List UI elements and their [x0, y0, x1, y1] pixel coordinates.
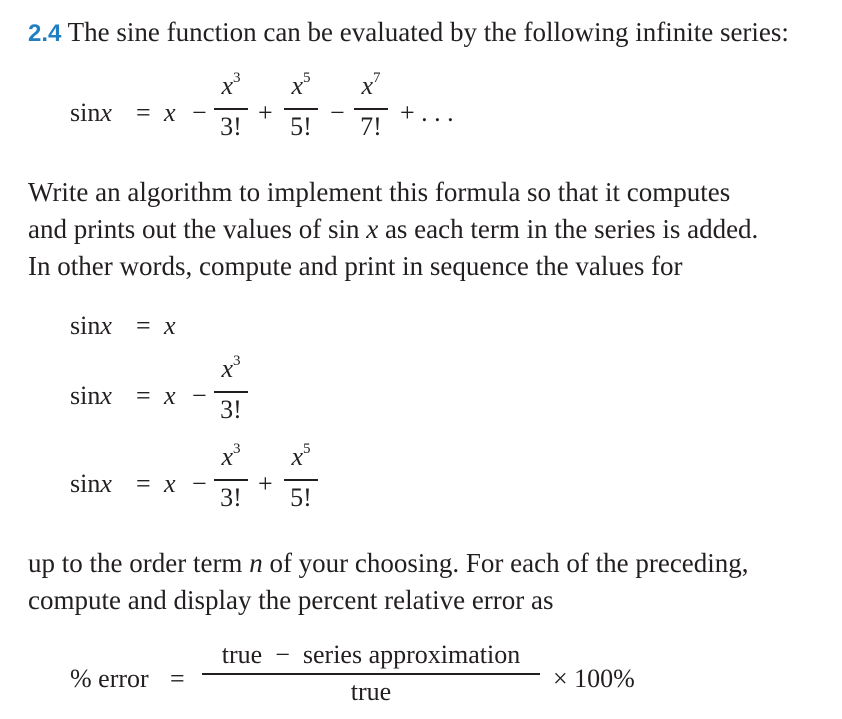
problem-heading-text: The sine function can be evaluated by the following infinite series:	[67, 17, 789, 47]
error-equals: =	[170, 664, 185, 693]
eq-ellipsis: + . . .	[400, 98, 454, 127]
eq-x: x	[164, 98, 176, 127]
eq-plus: +	[258, 98, 273, 127]
problem-number: 2.4	[28, 20, 62, 47]
eq-minus: −	[192, 98, 207, 127]
error-fraction: true − series approximation true	[202, 641, 540, 706]
term-x3-over-3: $x^3$ 3!	[214, 72, 248, 141]
paragraph-1-line-3: In other words, compute and print in sequence the values for	[28, 251, 683, 281]
error-lhs: % error	[70, 664, 149, 693]
term-x7-over-7: $x^7$ 7!	[354, 72, 388, 141]
paragraph-2-line-1: up to the order term n of your choosing. For each of the preceding,	[28, 548, 749, 578]
paragraph-1-line-2: and prints out the values of sin x as each term in the series is added.	[28, 214, 759, 244]
paragraph-2-line-2: compute and display the percent relative error as	[28, 585, 554, 615]
term-x5-over-5: $x^5$ 5!	[284, 72, 318, 141]
problem-heading	[28, 14, 789, 52]
eq-lhs: sinx	[70, 98, 112, 127]
error-times-100: × 100%	[553, 664, 635, 693]
paragraph-1-line-1: Write an algorithm to implement this formula so that it computes	[28, 177, 731, 207]
eq-minus-2: −	[330, 98, 345, 127]
eq-equals: =	[136, 98, 151, 127]
